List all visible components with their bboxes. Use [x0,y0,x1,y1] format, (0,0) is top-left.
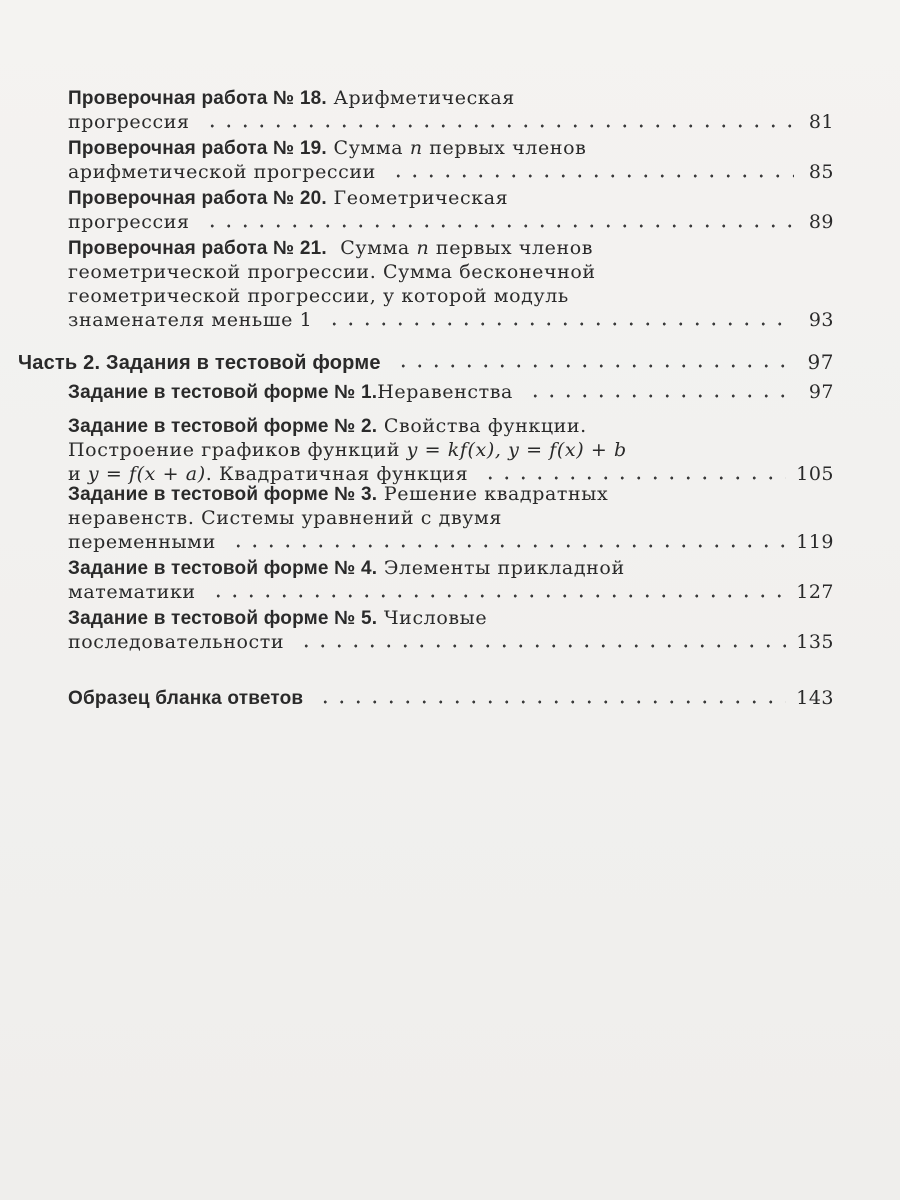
entry-title: Проверочная работа № 19. [68,138,327,159]
toc-test-2[interactable] [68,414,834,486]
page-number: 81 [808,111,834,133]
math-formula: y = f(x + a) [87,463,206,485]
entry-text: последовательности [68,631,285,653]
entry-title: Проверочная работа № 18. [68,88,327,109]
toc-test-5[interactable] [68,606,834,654]
entry-title: Задание в тестовой форме № 5. [68,608,378,629]
dot-leader [210,594,787,598]
entry-text: Свойства функции. [377,415,587,437]
toc-entry-18[interactable] [68,86,834,134]
entry-title: Проверочная работа № 20. [68,188,327,209]
math-n: n [409,137,423,159]
entry-text: первых членов [429,237,594,259]
toc-answer-sheet[interactable] [68,686,834,710]
entry-text: арифметической прогрессии [68,161,376,183]
dot-leader [390,174,794,178]
entry-text: прогрессия [68,211,190,233]
page-number: 143 [796,687,834,709]
entry-text: геометрической прогрессии, у которой модуль [68,285,569,307]
math-n: n [416,237,430,259]
entry-text: Элементы прикладной [377,557,625,579]
page-number: 97 [807,350,834,374]
entry-title: Задание в тестовой форме № 1. [68,382,378,403]
entry-title: Проверочная работа № 21. [68,238,327,259]
page-number: 105 [796,463,834,485]
toc-entry-20[interactable] [68,186,834,234]
entry-title: Задание в тестовой форме № 2. [68,416,378,437]
dot-leader [317,700,786,704]
entry-text: . Квадратичная функция [205,463,469,485]
toc-entry-21[interactable] [68,236,834,332]
entry-text: знаменателя меньше 1 [68,309,313,331]
math-formula: y = kf(x), y = f(x) + b [406,439,627,461]
dot-leader [395,364,794,368]
entry-text: первых членов [422,137,587,159]
entry-text: геометрической прогрессии. Сумма бесконечной [68,261,596,283]
entry-text: Неравенства [377,381,513,403]
page-number: 127 [796,581,834,603]
entry-text: переменными [68,531,216,553]
toc-entry-19[interactable] [68,136,834,184]
page-number: 89 [808,211,834,233]
entry-title: Задание в тестовой форме № 3. [68,484,378,505]
toc-test-4[interactable] [68,556,834,604]
page-number: 97 [808,381,834,403]
part-title: Часть 2. Задания в тестовой форме [18,352,381,374]
entry-text: Сумма [326,137,410,159]
entry-text: Сумма [326,237,417,259]
entry-text: прогрессия [68,111,190,133]
entry-text: и [68,463,88,485]
dot-leader [204,124,794,128]
toc-test-1[interactable] [68,380,834,404]
dot-leader [298,644,786,648]
toc-test-3[interactable] [68,482,834,554]
page-number: 119 [796,531,834,553]
entry-title: Образец бланка ответов [68,688,304,709]
dot-leader [326,322,794,326]
page-number: 93 [808,309,834,331]
dot-leader [204,224,794,228]
toc-part-2[interactable] [18,350,834,374]
entry-text: Числовые [377,607,488,629]
dot-leader [482,476,786,480]
entry-text: Арифметическая [326,87,515,109]
entry-text: Решение квадратных [377,483,609,505]
entry-text: неравенств. Системы уравнений с двумя [68,507,502,529]
page-number: 135 [796,631,834,653]
dot-leader [230,544,786,548]
dot-leader [527,394,794,398]
page-number: 85 [808,161,834,183]
entry-text: математики [68,581,196,603]
entry-title: Задание в тестовой форме № 4. [68,558,378,579]
entry-text: Построение графиков функций [68,439,407,461]
entry-text: Геометрическая [326,187,509,209]
